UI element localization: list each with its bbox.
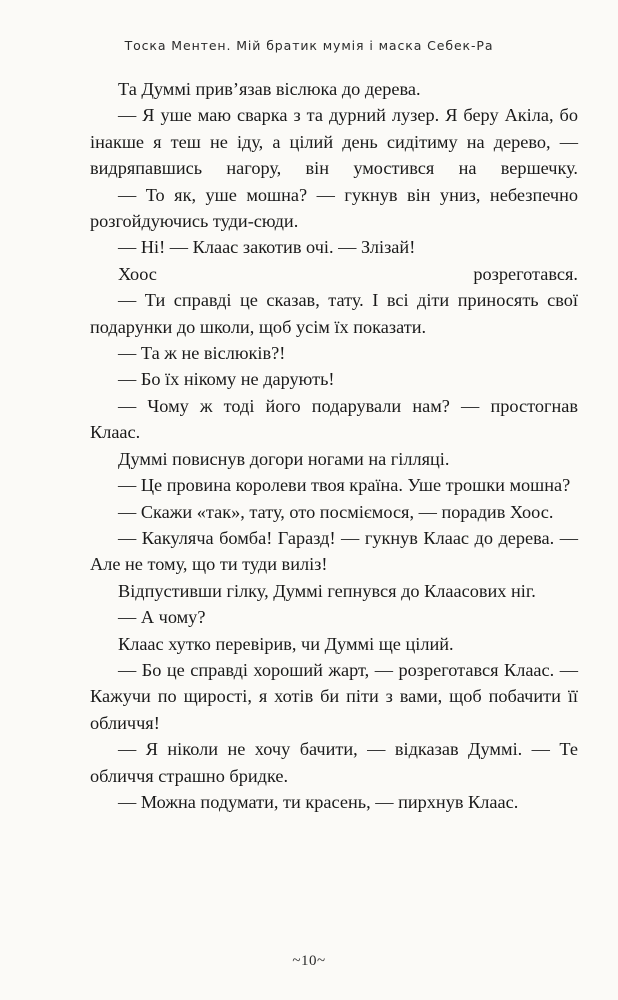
- paragraph: Та Думмі прив’язав віслюка до дерева.: [118, 79, 421, 99]
- paragraph: — Скажи «так», тату, ото посміємося, — порадив Хоос.: [118, 501, 554, 522]
- paragraph: Хоос розреготався.: [118, 263, 578, 284]
- page-number: ~10~: [292, 953, 326, 969]
- paragraph: — Бо їх нікому не дарують!: [118, 369, 335, 390]
- paragraph: — Та ж не віслюків?!: [118, 343, 286, 364]
- paragraph: — Я уше маю сварка з та дурний лузер. Я беру Акіла, бо інакше я теш не іду, а цілий день сидітиму на дерево, — видряпавшись нагору, він умостився на вершечку.: [90, 105, 578, 179]
- paragraph: — Я ніколи не хочу бачити, — відказав Думмі. — Те обличчя страшно бридке.: [90, 739, 578, 786]
- paragraph: — Чому ж тоді його подарували нам? — простогнав Клаас.: [90, 395, 578, 443]
- paragraph: — То як, уше мошна? — гукнув він униз, небезпечно розгойдуючись туди-сюди.: [90, 184, 578, 232]
- paragraph: Клаас хутко перевірив, чи Думмі ще цілий.: [118, 633, 454, 654]
- running-header: Тоска Ментен. Мій братик мумія і маска Себек-Ра: [124, 38, 494, 53]
- paragraph: — Можна подумати, ти красень, — пирхнув Клаас.: [118, 791, 519, 812]
- paragraph: — Ні! — Клаас закотив очі. — Злізай!: [118, 237, 416, 258]
- paragraph: — Какуляча бомба! Гаразд! — гукнув Клаас до дерева. — Але не тому, що ти туди виліз!: [90, 527, 578, 575]
- paragraph: — Ти справді це сказав, тату. І всі діти приносять свої подарунки до школи, щоб усім їх показати.: [90, 290, 578, 337]
- paragraph: — Це провина королеви твоя країна. Уше трошки мошна?: [118, 475, 571, 496]
- paragraph: — А чому?: [118, 607, 206, 628]
- paragraph: Відпустивши гілку, Думмі гепнувся до Клаасових ніг.: [118, 580, 536, 601]
- body-text: [90, 76, 578, 815]
- paragraph: — Бо це справді хороший жарт, — розреготався Клаас. — Кажучи по щирості, я хотів би піти з вами, щоб побачити її обличчя!: [90, 659, 578, 733]
- paragraph: Думмі повиснув догори ногами на гілляці.: [118, 448, 450, 469]
